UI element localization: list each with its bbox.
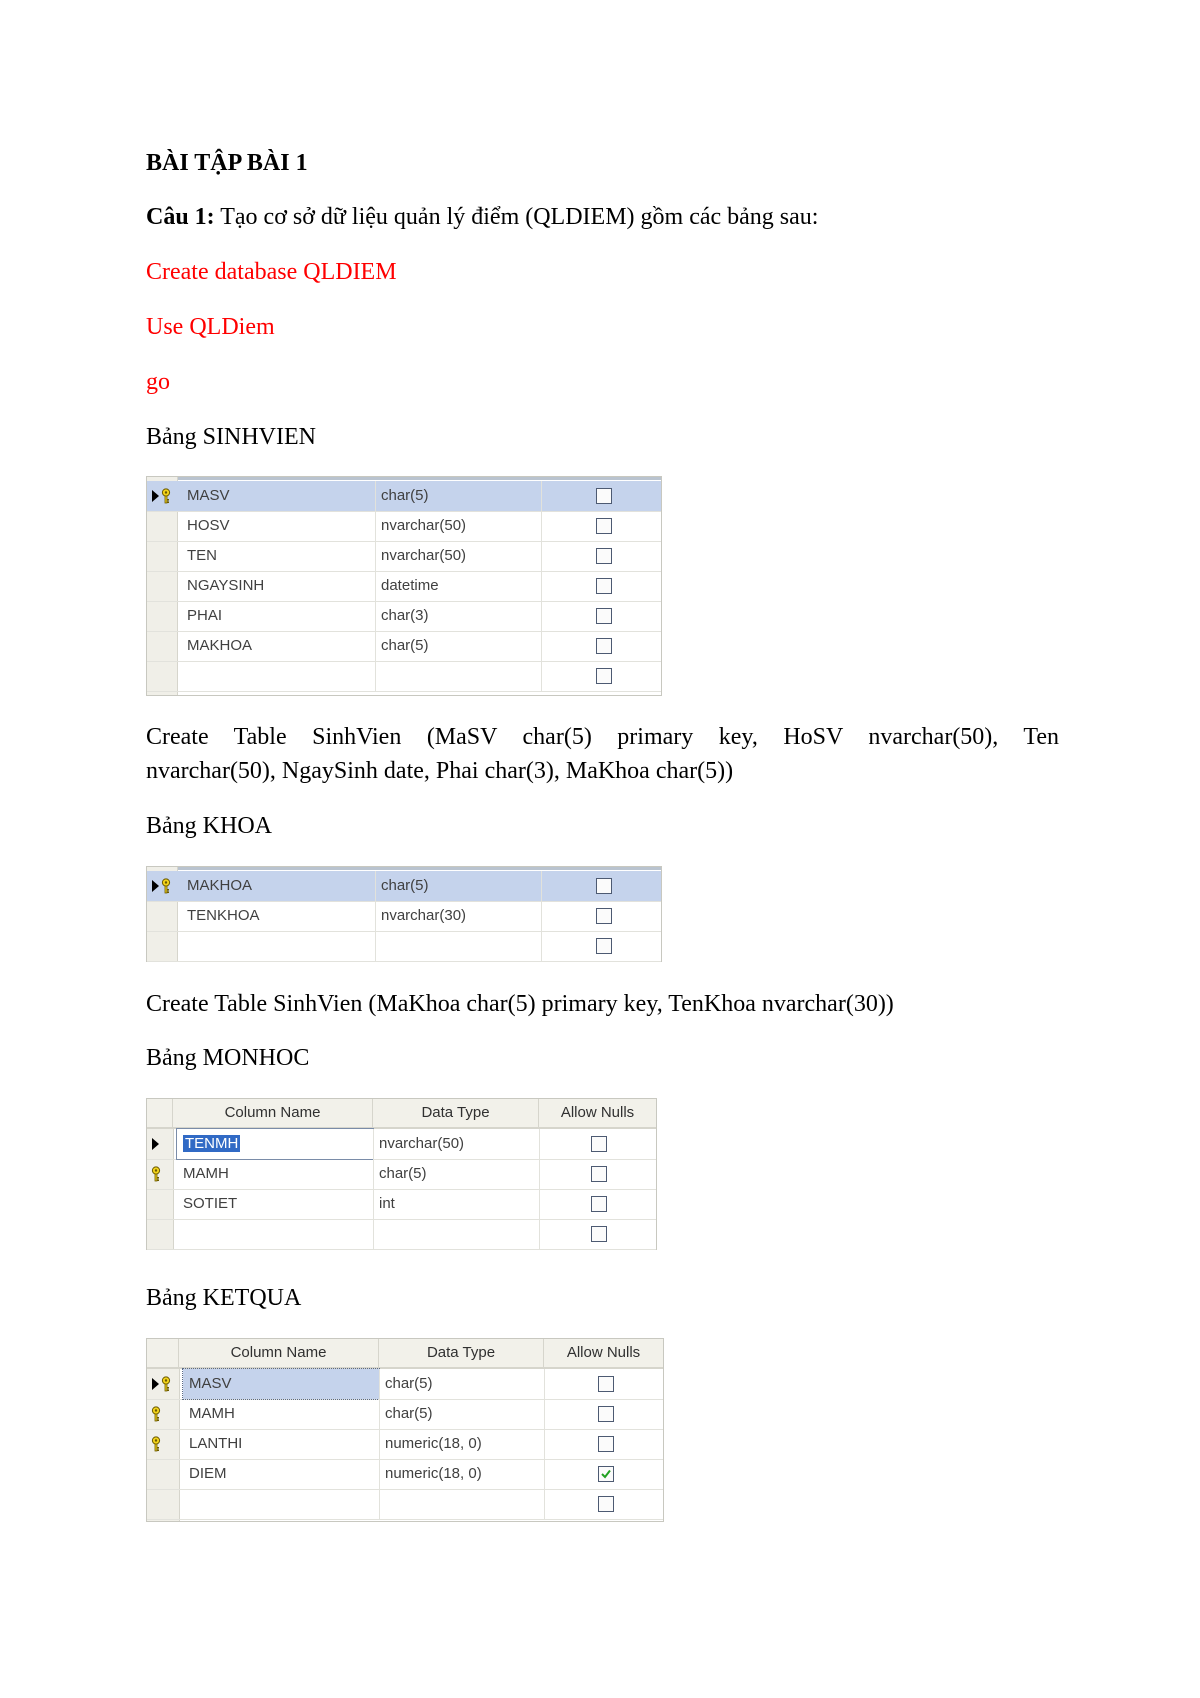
row-pointer-icon bbox=[151, 1135, 160, 1153]
question-text: Tạo cơ sở dữ liệu quản lý điểm (QLDIEM) gồm các bảng sau: bbox=[214, 204, 819, 230]
allow-nulls-checkbox[interactable] bbox=[596, 578, 612, 594]
table-row[interactable] bbox=[147, 601, 661, 632]
allow-nulls-checkbox[interactable] bbox=[596, 488, 612, 504]
sinhvien-table-designer bbox=[146, 476, 662, 696]
primary-key-icon bbox=[151, 1375, 171, 1393]
column-name-cell[interactable]: MAKHOA bbox=[187, 637, 253, 654]
allow-nulls-checkbox[interactable] bbox=[596, 638, 612, 654]
data-type-cell[interactable] bbox=[375, 661, 541, 691]
table-row[interactable] bbox=[147, 931, 661, 962]
heading-khoa: Bảng KHOA bbox=[146, 813, 272, 839]
allow-nulls-checkbox[interactable] bbox=[591, 1136, 607, 1152]
column-name-cell[interactable] bbox=[181, 931, 375, 961]
table-row[interactable] bbox=[147, 571, 661, 602]
data-type-cell[interactable] bbox=[379, 1489, 544, 1519]
column-name-cell[interactable] bbox=[177, 1219, 373, 1249]
column-name-cell[interactable] bbox=[177, 1129, 373, 1159]
allow-nulls-header[interactable]: Allow Nulls bbox=[560, 1104, 635, 1121]
column-name-header[interactable]: Column Name bbox=[173, 1099, 373, 1127]
allow-nulls-checkbox[interactable] bbox=[591, 1226, 607, 1242]
data-type-cell[interactable]: char(5) bbox=[381, 877, 429, 894]
column-name-text: TENMH bbox=[185, 1135, 239, 1152]
table-row[interactable] bbox=[147, 1369, 663, 1400]
data-type-cell[interactable]: datetime bbox=[381, 577, 439, 594]
sql-create-sinhvien bbox=[146, 720, 1059, 788]
sql-sinhvien-line1: Create Table SinhVien (MaSV char(5) primary key, HoSV nvarchar(50), Ten bbox=[146, 724, 1059, 750]
table-row[interactable] bbox=[147, 871, 661, 902]
column-name-cell[interactable]: MAKHOA bbox=[187, 877, 253, 894]
column-name-cell[interactable]: MAMH bbox=[189, 1405, 235, 1422]
sql-create-khoa: Create Table SinhVien (MaKhoa char(5) primary key, TenKhoa nvarchar(30)) bbox=[146, 991, 894, 1017]
column-name-cell[interactable]: NGAYSINH bbox=[187, 577, 265, 594]
allow-nulls-header[interactable]: Allow Nulls bbox=[566, 1344, 641, 1361]
allow-nulls-checkbox[interactable] bbox=[598, 1496, 614, 1512]
primary-key-icon bbox=[151, 1405, 161, 1423]
allow-nulls-checkbox[interactable] bbox=[596, 518, 612, 534]
primary-key-icon bbox=[151, 487, 171, 505]
data-type-cell[interactable]: numeric(18, 0) bbox=[385, 1465, 482, 1482]
ketqua-table-designer bbox=[146, 1338, 664, 1522]
page-title: BÀI TẬP BÀI 1 bbox=[146, 150, 308, 176]
code-use-database: Use QLDiem bbox=[146, 314, 275, 340]
column-name-cell[interactable]: MASV bbox=[183, 1369, 379, 1399]
data-type-cell[interactable]: char(5) bbox=[381, 637, 429, 654]
table-row[interactable] bbox=[147, 1189, 656, 1220]
table-row[interactable] bbox=[147, 631, 661, 662]
column-name-cell[interactable]: MAMH bbox=[183, 1165, 229, 1182]
data-type-cell[interactable]: char(5) bbox=[381, 487, 429, 504]
data-type-cell[interactable] bbox=[375, 931, 541, 961]
allow-nulls-checkbox[interactable] bbox=[596, 878, 612, 894]
allow-nulls-checkbox[interactable] bbox=[596, 908, 612, 924]
primary-key-icon bbox=[151, 877, 171, 895]
primary-key-icon bbox=[151, 1435, 161, 1453]
data-type-cell[interactable]: char(5) bbox=[379, 1165, 427, 1182]
primary-key-icon bbox=[151, 1165, 161, 1183]
allow-nulls-checkbox[interactable] bbox=[596, 608, 612, 624]
column-name-cell[interactable]: PHAI bbox=[187, 607, 223, 624]
column-name-cell[interactable]: LANTHI bbox=[189, 1435, 243, 1452]
allow-nulls-checkbox[interactable] bbox=[591, 1166, 607, 1182]
column-name-cell[interactable]: HOSV bbox=[187, 517, 230, 534]
monhoc-table-designer bbox=[146, 1098, 657, 1250]
allow-nulls-checkbox[interactable] bbox=[591, 1196, 607, 1212]
allow-nulls-checkbox[interactable] bbox=[596, 668, 612, 684]
checkmark-icon bbox=[600, 1468, 612, 1480]
allow-nulls-checkbox[interactable] bbox=[598, 1466, 614, 1482]
table-row[interactable] bbox=[147, 1399, 663, 1430]
table-row[interactable] bbox=[147, 511, 661, 542]
sql-sinhvien-line2: nvarchar(50), NgaySinh date, Phai char(3), MaKhoa char(5)) bbox=[146, 758, 734, 784]
data-type-cell[interactable]: int bbox=[379, 1195, 395, 1212]
column-name-cell[interactable]: TENKHOA bbox=[187, 907, 260, 924]
data-type-cell[interactable]: nvarchar(50) bbox=[381, 547, 467, 564]
column-name-cell[interactable]: DIEM bbox=[189, 1465, 227, 1482]
data-type-cell[interactable]: char(5) bbox=[385, 1375, 433, 1392]
table-row[interactable] bbox=[147, 1429, 663, 1460]
table-row[interactable] bbox=[147, 1219, 656, 1250]
table-row[interactable] bbox=[147, 1489, 663, 1520]
allow-nulls-checkbox[interactable] bbox=[598, 1376, 614, 1392]
column-name-cell[interactable]: TEN bbox=[187, 547, 217, 564]
heading-sinhvien: Bảng SINHVIEN bbox=[146, 424, 316, 450]
heading-monhoc: Bảng MONHOC bbox=[146, 1045, 310, 1071]
data-type-cell[interactable]: numeric(18, 0) bbox=[385, 1435, 482, 1452]
allow-nulls-checkbox[interactable] bbox=[596, 548, 612, 564]
table-row[interactable] bbox=[147, 901, 661, 932]
table-row[interactable] bbox=[147, 1159, 656, 1190]
data-type-cell[interactable]: nvarchar(50) bbox=[379, 1135, 465, 1152]
column-name-cell[interactable]: MASV bbox=[187, 487, 230, 504]
khoa-table-designer bbox=[146, 866, 662, 962]
data-type-header[interactable]: Data Type bbox=[379, 1339, 544, 1367]
column-name-cell[interactable] bbox=[181, 661, 375, 691]
column-name-cell[interactable] bbox=[183, 1489, 379, 1519]
code-create-database: Create database QLDIEM bbox=[146, 259, 397, 285]
table-row[interactable] bbox=[147, 1459, 663, 1490]
table-row[interactable] bbox=[147, 1129, 656, 1160]
allow-nulls-checkbox[interactable] bbox=[598, 1436, 614, 1452]
data-type-cell[interactable]: char(3) bbox=[381, 607, 429, 624]
data-type-cell[interactable]: char(5) bbox=[385, 1405, 433, 1422]
column-name-header[interactable]: Column Name bbox=[179, 1339, 379, 1367]
column-name-cell[interactable]: SOTIET bbox=[183, 1195, 238, 1212]
table-row[interactable] bbox=[147, 661, 661, 692]
data-type-cell[interactable]: nvarchar(50) bbox=[381, 517, 467, 534]
question-label: Câu 1: bbox=[146, 204, 215, 230]
allow-nulls-checkbox[interactable] bbox=[598, 1406, 614, 1422]
table-row[interactable] bbox=[147, 481, 661, 512]
code-go: go bbox=[146, 369, 170, 395]
data-type-cell[interactable] bbox=[373, 1219, 539, 1249]
data-type-cell[interactable]: nvarchar(30) bbox=[381, 907, 467, 924]
heading-ketqua: Bảng KETQUA bbox=[146, 1285, 302, 1311]
allow-nulls-checkbox[interactable] bbox=[596, 938, 612, 954]
data-type-header[interactable]: Data Type bbox=[373, 1099, 539, 1127]
question-1 bbox=[146, 202, 818, 232]
table-row[interactable] bbox=[147, 541, 661, 572]
